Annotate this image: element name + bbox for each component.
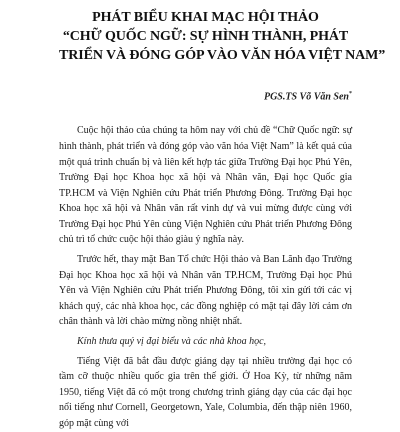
author-byline — [59, 88, 352, 103]
salutation: Kính thưa quý vị đại biểu và các nhà khoa học, — [77, 336, 267, 348]
author-footnote-mark: * — [349, 91, 352, 97]
document-title — [59, 8, 386, 65]
paragraph-2: Trước hết, thay mặt Ban Tổ chức Hội thảo và Ban Lãnh đạo Trường Đại học Khoa học xã hội và Nhân văn TP.HCM, Trường Đại học Phú Yên và Viện Nghiên cứu Phát triển Phương Đông, tôi xin gửi tới các vị khách quý, các nhà khoa học, các đồng nghiệp có mặt tại đây lời cảm ơn chân thành và lời chào mừng nồng nhiệt nhất. — [59, 254, 352, 328]
paragraph-1: Cuộc hội thảo của chúng ta hôm nay với chủ đề “Chữ Quốc ngữ: sự hình thành, phát triển và đóng góp vào văn hóa Việt Nam” là kết quả của một quá trình chuẩn bị và liên kết hợp tác giữa Trường Đại học Phú Yên, Trường Đại học Khoa học xã hội và Nhân văn, Đại học Quốc gia TP.HCM và Viện Nghiên cứu Phát triển Phương Đông. Trường Đại học Khoa học xã hội và Nhân văn rất vinh dự và vui mừng được cùng với Trường Đại học Phú Yên cùng Viện Nghiên cứu Phát triển Phương Đông chủ trì tổ chức cuộc hội thảo giàu ý nghĩa này. — [59, 125, 352, 246]
paragraph-3: Tiếng Việt đã bắt đầu được giảng dạy tại nhiều trường đại học có tầm cỡ thuộc nhiều quốc gia trên thế giới. Ở Hoa Kỳ, từ những năm 1950, tiếng Việt đã có một trong chương trình giảng dạy của các đại học nổi tiếng như Cornell, Georgetown, Yale, Columbia, đến thập niên 1960, góp mặt cùng với — [59, 355, 352, 430]
title-line-1: PHÁT BIỂU KHAI MẠC HỘI THẢO — [92, 10, 319, 25]
author-name: PGS.TS Võ Văn Sen — [263, 91, 349, 103]
title-line-2: “CHỮ QUỐC NGỮ: SỰ HÌNH THÀNH, PHÁT — [62, 29, 349, 44]
title-line-3: TRIỂN VÀ ĐÓNG GÓP VÀO VĂN HÓA VIỆT NAM” — [59, 48, 386, 63]
